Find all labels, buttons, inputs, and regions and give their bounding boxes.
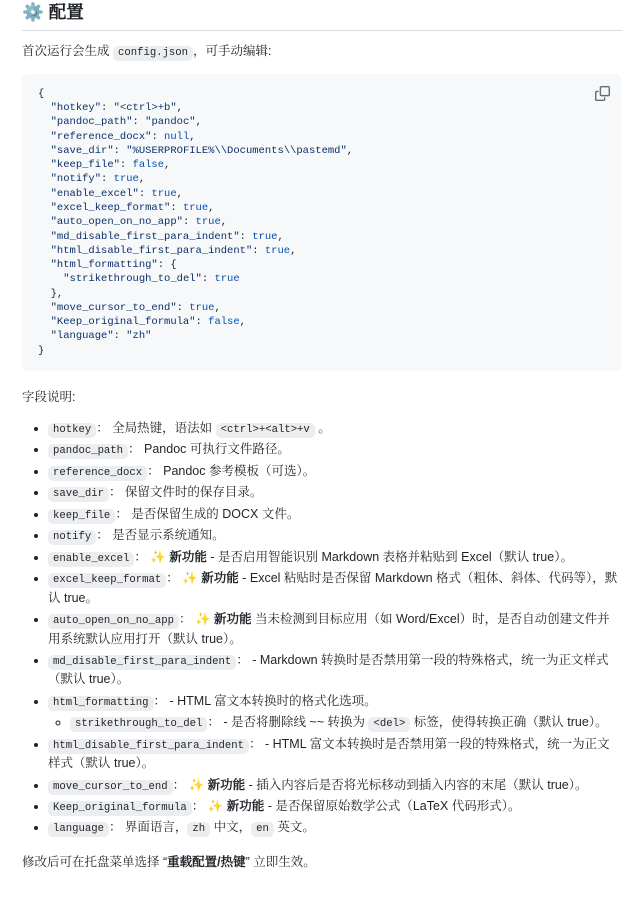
copy-icon (595, 86, 610, 101)
code-token: : (113, 330, 127, 343)
inline-code: save_dir (48, 487, 109, 502)
text-run: ： 是否显示系统通知。 (96, 528, 225, 543)
inline-code: auto_open_on_no_app (48, 614, 179, 629)
field-item (48, 548, 622, 567)
inline-code: reference_docx (48, 466, 147, 481)
page-title (22, 2, 622, 31)
code-token: , (176, 102, 183, 115)
page-title-text: 配置 (48, 2, 84, 22)
field-item (48, 505, 622, 524)
code-token: "keep_file" (50, 159, 120, 172)
code-token (38, 188, 51, 200)
field-item (48, 610, 622, 649)
code-token (38, 116, 51, 128)
code-token: false (132, 159, 165, 172)
text-run: ： ✨ (134, 549, 170, 564)
text-run: 修改后可在托盘菜单选择 “ (22, 854, 168, 869)
code-token (38, 159, 51, 171)
code-token (38, 316, 51, 328)
code-token: "reference_docx" (50, 130, 152, 143)
code-token: "html_disable_first_para_indent" (50, 244, 253, 257)
code-token: : (101, 102, 114, 115)
inline-code: Keep_original_formula (48, 801, 192, 816)
gear-icon: ⚙️ (22, 2, 44, 22)
inline-code: html_disable_first_para_indent (48, 739, 249, 754)
code-token: true (189, 301, 215, 314)
field-item (48, 526, 622, 545)
code-token (38, 330, 51, 342)
code-token: : (119, 159, 133, 172)
code-token: , (277, 230, 284, 243)
text-run: 英文。 (273, 820, 315, 835)
inline-code: move_cursor_to_end (48, 780, 173, 795)
code-token: "md_disable_first_para_indent" (50, 230, 240, 243)
sub-fields-list (48, 713, 622, 732)
code-token (38, 259, 51, 271)
inline-code: language (48, 822, 109, 837)
inline-code: hotkey (48, 423, 96, 438)
text-run: ： ✨ (191, 798, 227, 813)
code-token (38, 173, 51, 185)
code-token: "html_formatting" (50, 259, 158, 272)
code-token: true (151, 187, 177, 200)
code-token: : (201, 273, 215, 286)
code-token: "notify" (50, 173, 102, 186)
code-token: : (239, 230, 253, 243)
code-token: , (290, 244, 297, 257)
code-token: "hotkey" (50, 102, 102, 115)
code-token: , (195, 116, 202, 129)
code-token: : (101, 173, 114, 186)
json-code[interactable] (22, 74, 622, 371)
bold-text: 新功能 (213, 612, 252, 627)
code-token (38, 131, 51, 143)
code-token: : (151, 130, 165, 143)
text-run: ： ✨ (172, 777, 208, 792)
text-run: 标签，使得转换正确（默认 true）。 (410, 715, 608, 730)
code-token: : (182, 216, 196, 229)
inline-code: <ctrl>+<alt>+v (216, 423, 315, 438)
field-item (48, 419, 622, 438)
copy-button[interactable] (589, 81, 615, 107)
code-token: , (164, 159, 171, 172)
code-content (38, 88, 353, 357)
code-token: true (182, 202, 209, 214)
code-token: "strikethrough_to_del" (63, 273, 202, 286)
inline-code: strikethrough_to_del (70, 717, 207, 732)
text-run: ，可手动编辑: (193, 43, 272, 58)
fields-list (22, 419, 622, 838)
inline-code: en (251, 822, 274, 837)
code-token (38, 202, 51, 214)
inline-code: excel_keep_format (48, 573, 166, 588)
code-token: true (195, 216, 221, 229)
code-token: : (113, 144, 127, 157)
text-run: ： 是否保留生成的 DOCX 文件。 (115, 506, 300, 521)
text-run: 。 (314, 420, 331, 435)
code-token: , (346, 144, 354, 157)
text-run: ： - Markdown 转换时是否禁用第一段的特殊格式，统一为正文样式（默认 true）。 (48, 652, 609, 687)
code-token: true (113, 173, 139, 186)
inline-code: keep_file (48, 509, 115, 524)
fields-label: 字段说明: (22, 389, 76, 404)
bold-text: 新功能 (226, 798, 265, 813)
code-token: "pandoc_path" (50, 116, 133, 129)
code-token: "move_cursor_to_end" (50, 301, 177, 314)
code-token (38, 216, 51, 228)
field-item (48, 462, 622, 481)
code-token: "pandoc" (145, 116, 196, 129)
text-run: ： Pandoc 参考模板（可选）。 (147, 463, 316, 478)
code-token: , (189, 130, 196, 143)
text-run: 首次运行会生成 (22, 43, 113, 58)
code-token: true (214, 273, 240, 286)
code-block (22, 74, 622, 371)
code-token: }, (38, 287, 64, 300)
code-token: "enable_excel" (50, 187, 139, 200)
inline-code: zh (187, 822, 210, 837)
text-run: ： 界面语言， (108, 820, 188, 835)
text-run: - Excel 粘贴时是否保留 Markdown 格式（粗体、斜体、代码等），默认 true。 (48, 571, 618, 605)
field-item (48, 818, 622, 837)
text-run: ： 全局热键，语法如 (96, 420, 216, 435)
code-token (38, 231, 51, 243)
code-token: "%USERPROFILE%\\Documents\\pastemd" (126, 144, 347, 157)
code-token: "auto_open_on_no_app" (50, 216, 183, 229)
bold-text: 新功能 (201, 571, 239, 586)
code-token: , (208, 202, 215, 214)
field-item (48, 692, 622, 733)
field-item (48, 440, 622, 459)
code-token: "zh" (126, 330, 152, 343)
intro-paragraph (22, 41, 622, 62)
code-token: "language" (50, 330, 114, 343)
code-token: false (208, 316, 240, 329)
field-item (48, 483, 622, 502)
text-run: 中文， (210, 820, 252, 835)
text-run: - 是否保留原始数学公式（LaTeX 代码形式）。 (264, 798, 521, 813)
code-token: } (38, 344, 45, 357)
text-run: - 插入内容后是否将光标移动到插入内容的末尾（默认 true）。 (245, 777, 588, 792)
inline-code: config.json (113, 46, 193, 61)
code-token: "excel_keep_format" (50, 202, 171, 214)
code-token: : (252, 244, 265, 257)
code-token: "Keep_original_formula" (50, 316, 196, 329)
text-run: ” 立即生效。 (245, 854, 316, 869)
code-token: true (252, 230, 278, 243)
code-token: : (132, 116, 146, 129)
code-token: , (214, 301, 221, 314)
text-run: ： - HTML 富文本转换时的格式化选项。 (153, 693, 377, 708)
code-token: true (264, 244, 291, 257)
inline-code: pandoc_path (48, 444, 128, 459)
footer-paragraph (22, 852, 622, 872)
code-token: { (38, 87, 45, 100)
code-token (38, 302, 51, 314)
code-token: : (138, 187, 152, 200)
inline-code: notify (48, 530, 96, 545)
inline-code: <del> (368, 717, 410, 732)
code-token: , (138, 173, 146, 186)
code-token: "save_dir" (50, 144, 114, 157)
code-token: null (164, 130, 190, 143)
inline-code: md_disable_first_para_indent (48, 655, 236, 670)
field-item (48, 569, 622, 608)
inline-code: enable_excel (48, 552, 134, 567)
code-token: : (195, 316, 209, 329)
field-item (48, 735, 622, 774)
text-run: 当未检测到目标应用（如 Word/Excel）时，是否自动创建文件并用系统默认应用打开（默认 true）。 (48, 612, 610, 646)
code-token (38, 102, 51, 114)
bold-text: 重载配置/热键 (167, 854, 246, 869)
bold-text: 新功能 (207, 777, 246, 792)
text-run: - 是否启用智能识别 Markdown 表格并粘贴到 Excel（默认 true）。 (206, 549, 573, 564)
inline-code: html_formatting (48, 696, 154, 711)
code-token: : (170, 202, 183, 214)
text-run: ： Pandoc 可执行文件路径。 (128, 442, 290, 457)
text-run: ： 保留文件时的保存目录。 (108, 485, 263, 500)
code-token: : { (157, 259, 177, 272)
code-token: , (176, 187, 183, 200)
code-token: : (176, 301, 190, 314)
code-token: "<ctrl>+b" (113, 102, 177, 115)
field-item (48, 651, 622, 690)
sub-field-item (70, 713, 622, 732)
text-run: ： ✨ (166, 571, 202, 586)
text-run: ： ✨ (178, 612, 214, 627)
code-token: , (220, 216, 228, 229)
text-run: ： - HTML 富文本转换时是否禁用第一段的特殊格式，统一为正文样式（默认 true）。 (48, 736, 610, 771)
code-token (38, 145, 51, 157)
text-run: ： - 是否将删除线 ~~ 转换为 (207, 715, 369, 730)
bold-text: 新功能 (169, 549, 207, 564)
field-item (48, 776, 622, 795)
code-token (38, 273, 63, 285)
code-token: , (239, 316, 246, 329)
code-token (38, 245, 51, 257)
